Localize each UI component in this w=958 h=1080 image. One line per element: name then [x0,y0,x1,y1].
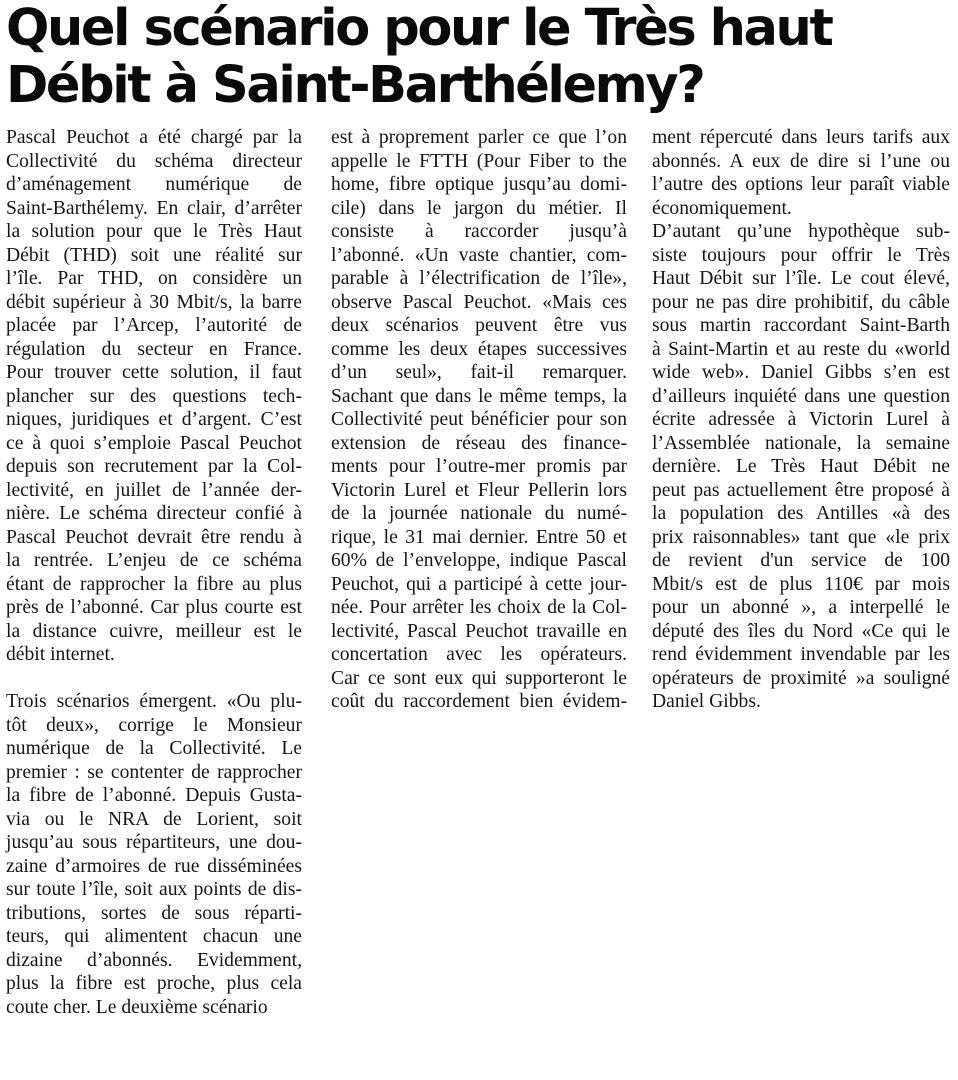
text-line: débit supérieur à 30 Mbit/s, la barre [6,291,302,313]
text-line: Peuchot, qui a participé à cette jour- [331,573,627,595]
text-line: Car ce sont eux qui supporteront le [331,667,627,689]
paragraph-scenarios [6,690,302,1019]
text-line: économiquement. [652,197,792,219]
text-line: de revient d'un service de 100 [652,550,950,571]
text-line: prix raisonnables» tant que «le prix [652,526,950,548]
text-line: siste toujours pour offrir le Très [652,244,950,266]
paragraph-ftth [331,126,627,714]
text-line: la fibre de l’abonné. Depuis Gusta- [6,785,302,806]
text-line: ment répercuté dans leurs tarifs aux [652,127,950,148]
text-line: peut pas actuellement être proposé à [652,479,950,501]
text-line: la solution pour que le Très Haut [6,221,302,242]
text-line: ments pour l’outre-mer promis par [331,456,627,477]
text-line: numérique de la Collectivité. Le [6,738,302,759]
text-line: Victorin Lurel et Fleur Pellerin lors [331,479,627,501]
text-line: débit internet. [6,644,115,665]
text-line: l’autre des options leur paraît viable [652,174,950,195]
text-line: sous martin raccordant Saint-Barth [652,315,950,336]
text-line: d’aménagement numérique de [6,174,302,195]
text-line: coût du raccordement bien évidem- [331,691,627,712]
text-line: deux scénarios peuvent être vus [331,315,627,336]
text-line: Débit (THD) soit une réalité sur [6,244,302,266]
text-line: depuis son recrutement par la Col- [6,456,302,477]
text-line: plancher sur des questions tech- [6,385,302,407]
text-line: écrite adressée à Victorin Lurel à [652,409,950,430]
text-line: wide web». Daniel Gibbs s’en est [652,362,950,383]
text-line: dizaine d’abonnés. Evidemment, [6,949,302,971]
article-headline [6,0,952,114]
text-line: cile) dans le jargon du métier. Il [331,197,627,219]
text-line: concertation avec les opérateurs. [331,644,627,665]
paragraph-intro [6,126,302,667]
text-line: pour ne pas dire prohibitif, du câble [652,291,950,313]
text-line: tributions, sortes de sous réparti- [6,902,302,924]
text-line: pour un abonné », a interpellé le [652,597,950,618]
text-line: dernière. Le Très Haut Débit ne [652,456,950,477]
text-line: Sachant que dans le même temps, la [331,385,627,407]
text-line: d’ailleurs inquiété dans une question [652,385,950,407]
text-line: étant de rapprocher la fibre au plus [6,573,302,595]
text-line: Mbit/s est de plus 110€ par mois [652,573,950,595]
text-line: née. Pour arrêter les choix de la Col- [331,597,627,618]
text-line: home, fibre optique jusqu’au domi- [331,174,627,195]
text-line: tôt deux», corrige le Monsieur [6,714,302,736]
text-line: observe Pascal Peuchot. «Mais ces [331,291,627,313]
text-line: teurs, qui alimentent chacun une [6,926,302,947]
text-line: la distance cuivre, meilleur est le [6,620,302,642]
text-line: parable à l’électrification de l’île», [331,268,627,289]
text-line: régulation du secteur en France. [6,338,302,360]
text-line: l’abonné. «Un vaste chantier, com- [331,244,627,266]
text-line: niques, juridiques et d’argent. C’est [6,409,302,430]
text-line: comme les deux étapes successives [331,338,627,360]
text-line: Pour trouver cette solution, il faut [6,362,302,383]
text-line: Pascal Peuchot a été chargé par la [6,127,302,148]
text-line: l’Assemblée nationale, la semaine [652,432,950,454]
text-line: appelle le FTTH (Pour Fiber to the [331,150,627,172]
text-line: de la journée nationale du numé- [331,503,627,524]
text-line: plus la fibre est proche, plus cela [6,973,302,994]
text-line: jusqu’au sous répartiteurs, une dou- [6,832,302,853]
text-line: Saint-Barthélemy. En clair, d’arrêter [6,197,302,219]
text-line: opérateurs de proximité »a souligné [652,667,950,689]
text-line: lectivité, Pascal Peuchot travaille en [331,620,627,642]
text-line: est à proprement parler ce que l’on [331,127,627,148]
text-line: Collectivité peut bénéficier pour son [331,409,627,430]
text-line: D’autant qu’une hypothèque sub- [652,221,950,242]
text-line: Daniel Gibbs. [652,691,761,712]
text-line: la population des Antilles «à des [652,503,950,524]
paragraph-cable [652,220,950,714]
text-line: l’île. Par THD, on considère un [6,268,302,289]
text-line: Collectivité du schéma directeur [6,150,302,172]
text-line: rique, le 31 mai dernier. Entre 50 et [331,526,627,548]
text-column-2 [331,126,627,714]
text-line: premier : se contenter de rapprocher [6,761,302,783]
text-line: sur toute l’île, soit aux points de dis- [6,879,302,900]
text-column-3 [652,126,950,714]
text-line: député des îles du Nord «Ce qui le [652,620,950,642]
text-line: près de l’abonné. Car plus courte est [6,597,302,618]
text-line: placée par l’Arcep, l’autorité de [6,315,302,336]
text-line: à Saint-Martin et au reste du «world [652,338,950,360]
headline-line-1: Quel scénario pour le Très haut [6,0,832,58]
text-line: d’un seul», fait-il remarquer. [331,362,627,383]
text-line: coute cher. Le deuxième scénario [6,996,268,1018]
text-line: consiste à raccorder jusqu’à [331,221,627,242]
headline-line-2: Débit à Saint-Barthélemy? [6,56,704,115]
text-line: ce à quoi s’emploie Pascal Peuchot [6,432,302,454]
text-line: zaine d’armoires de rue disséminées [6,855,302,877]
text-line: via ou le NRA de Lorient, soit [6,808,302,830]
text-line: la rentrée. L’enjeu de ce schéma [6,550,302,571]
text-line: lectivité, en juillet de l’année der- [6,479,302,501]
text-line: Pascal Peuchot devrait être rendu à [6,526,302,548]
paragraph-operators [652,126,950,220]
text-line: Haut Débit sur l’île. Le cout élevé, [652,268,950,289]
text-line: 60% de l’enveloppe, indique Pascal [331,550,627,571]
text-line: extension de réseau des finance- [331,432,627,454]
text-column-1 [6,126,302,1019]
text-line: rend évidemment invendable par les [652,644,950,665]
text-line: nière. Le schéma directeur confié à [6,503,302,524]
text-line: abonnés. A eux de dire si l’une ou [652,150,950,172]
text-line: Trois scénarios émergent. «Ou plu- [6,691,302,712]
